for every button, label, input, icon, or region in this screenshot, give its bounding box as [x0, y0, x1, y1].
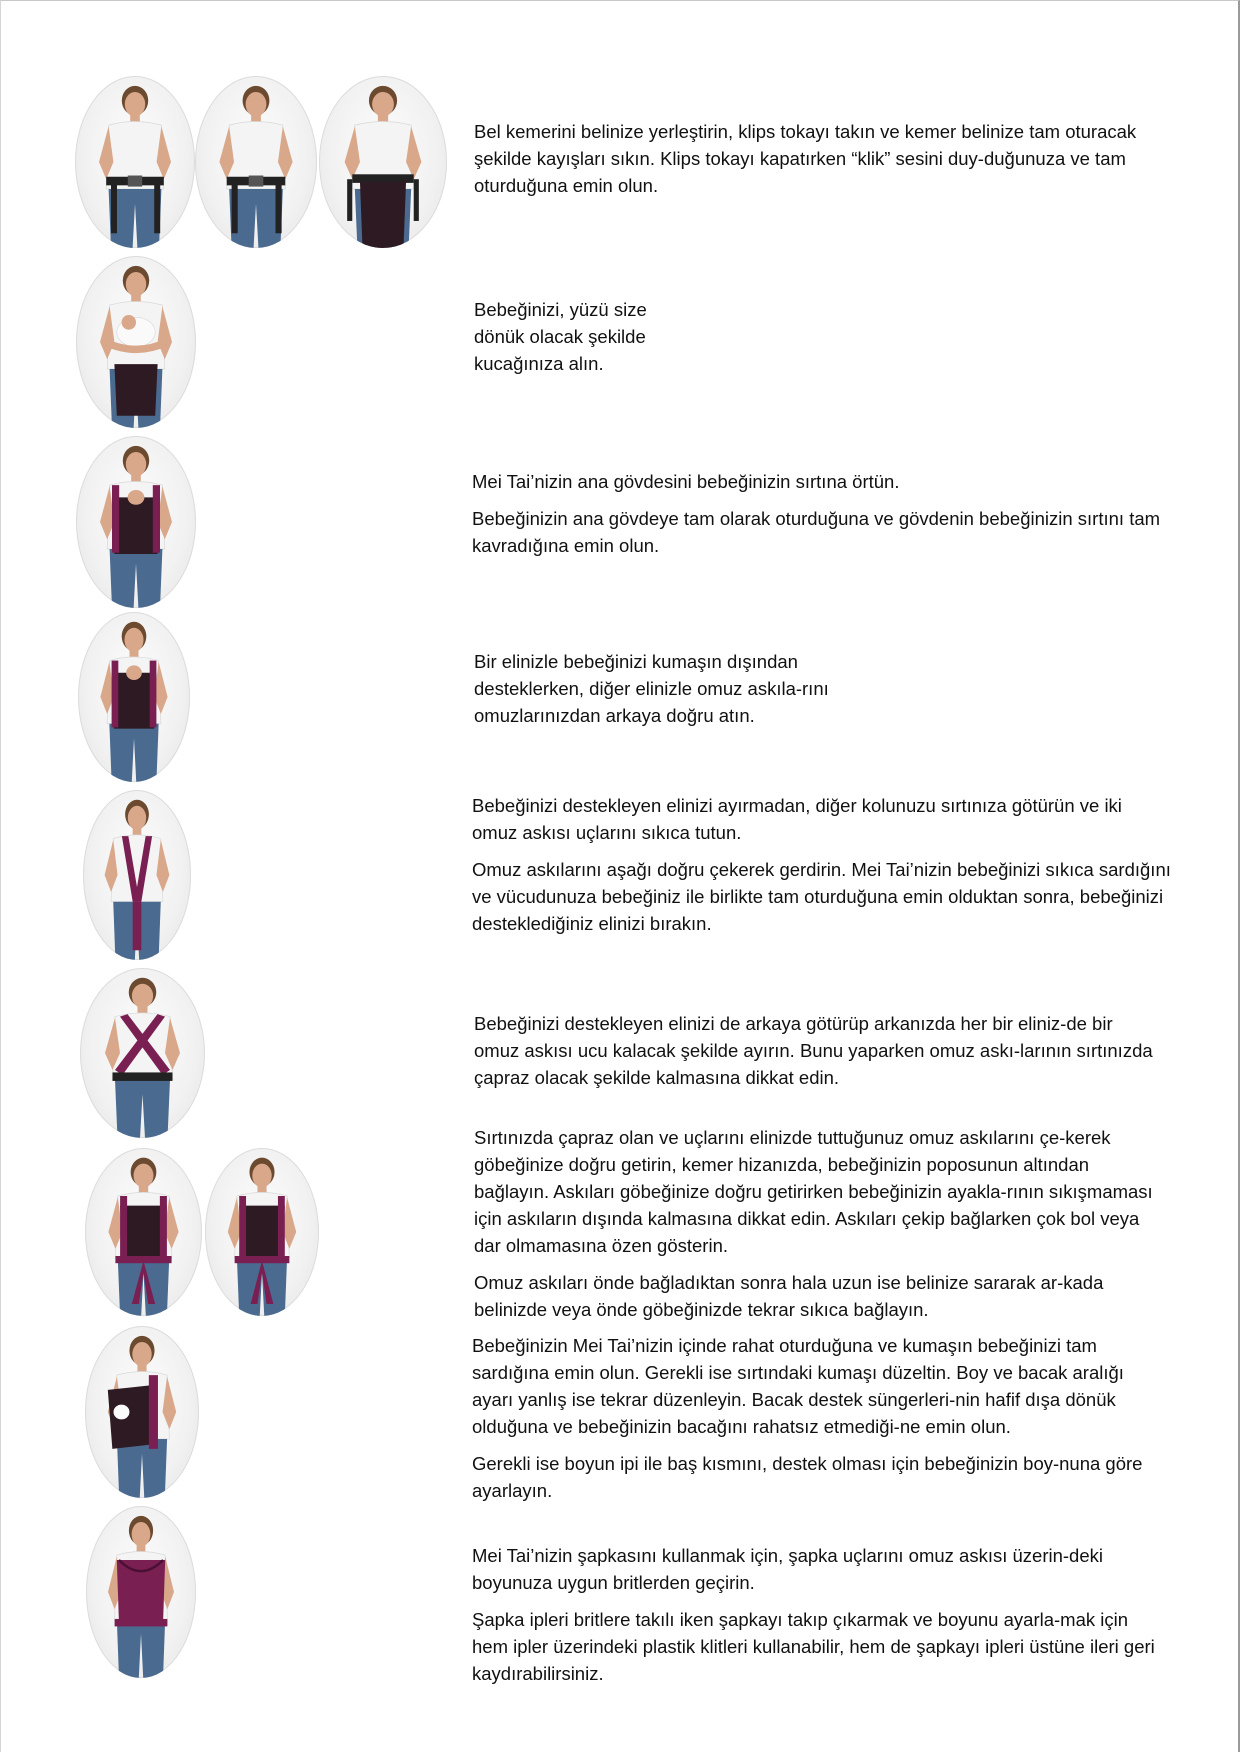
step9-paragraph-2: Şapka ipleri britlere takılı iken şapkayı takıp çıkarmak ve boyunu ayarla-mak için hem ipler üzerindeki plastik klitleri kullanabilir, hem de şapkayı ipleri üstüne ileri geri kaydırabilirsiniz.: [472, 1609, 1155, 1684]
photo-step1-b: [195, 76, 317, 248]
step2-paragraph-1: Bebeğinizi, yüzü size dönük olacak şekilde kucağınıza alın.: [474, 299, 647, 374]
photo-step2: [76, 256, 196, 428]
step7-paragraph-2: Omuz askıları önde bağladıktan sonra hala uzun ise belinize sararak ar-kada belinizde veya önde göbeğinizde tekrar sıkıca bağlayın.: [474, 1272, 1104, 1320]
step5-text: [472, 792, 1172, 947]
step1-text: [474, 118, 1149, 209]
photo-step1-a: [75, 76, 195, 248]
step9-paragraph-1: Mei Tai’nizin şapkasını kullanmak için, şapka uçlarını omuz askısı üzerin-deki boyunuza uygun britlerden geçirin.: [472, 1545, 1103, 1593]
step5-paragraph-2: Omuz askılarını aşağı doğru çekerek gerdirin. Mei Tai’nizin bebeğinizi sıkıca sardığını ve vücudunuza bebeğiniz ile birlikte tam oturduğuna emin olduktan sonra, bebeğinizi desteklediğiniz elinizi bırakın.: [472, 859, 1171, 934]
photo-step7-a: [85, 1148, 202, 1316]
photo-step6: [80, 968, 205, 1138]
photo-step5: [83, 790, 191, 960]
photo-step4: [78, 612, 190, 782]
step4-paragraph-1: Bir elinizle bebeğinizi kumaşın dışından desteklerken, diğer elinizle omuz askıla-rını omuzlarınızdan arkaya doğru atın.: [474, 651, 829, 726]
photo-step3: [76, 436, 196, 608]
photo-step7-b: [205, 1148, 319, 1316]
step1-paragraph-1: Bel kemerini belinize yerleştirin, klips tokayı takın ve kemer belinize tam oturacak şekilde kayışları sıkın. Klips tokayı kapatırken “klik” sesini duy-duğunuza ve tam oturduğuna emin olun.: [474, 121, 1137, 196]
step5-paragraph-1: Bebeğinizi destekleyen elinizi ayırmadan, diğer kolunuzu sırtınıza götürün ve iki omuz askısı uçlarını sıkıca tutun.: [472, 795, 1122, 843]
step8-text: [472, 1332, 1162, 1514]
step4-text: [474, 648, 854, 739]
step2-text: [474, 296, 694, 387]
step3-text: [472, 468, 1172, 569]
step3-paragraph-1: Mei Tai’nizin ana gövdesini bebeğinizin sırtına örtün.: [472, 471, 900, 492]
step7-text: [474, 1124, 1164, 1333]
step3-paragraph-2: Bebeğinizin ana gövdeye tam olarak oturduğuna ve gövdenin bebeğinizin sırtını tam kavradığına emin olun.: [472, 508, 1161, 556]
step9-text: [472, 1542, 1162, 1697]
step8-paragraph-1: Bebeğinizin Mei Tai’nizin içinde rahat oturduğuna ve kumaşın bebeğinizi tam sardığına emin olun. Gerekli ise sırtındaki kumaşı düzeltin. Boy ve bacak aralığı ayarı yanlış ise tekrar düzenleyin. Bacak destek süngerleri-nin hafif dışa dönük olduğuna ve bebeğinizin bacağını rahatsız etmediği-ne emin olun.: [472, 1335, 1124, 1437]
photo-step9: [86, 1506, 196, 1678]
step6-text: [474, 1010, 1154, 1101]
photo-step1-c: [319, 76, 447, 248]
step7-paragraph-1: Sırtınızda çapraz olan ve uçlarını elinizde tuttuğunuz omuz askılarını çe-kerek göbeğinize doğru getirin, kemer hizanızda, bebeğinizin poposunun altından bağlayın. Askıları göbeğinize doğru getirirken bebeğinizin ayakla-rının sıkışmaması için askıların dışında kalmasına dikkat edin. Askıları çekip bağlarken çok bol veya dar olmamasına özen gösterin.: [474, 1127, 1153, 1256]
step6-paragraph-1: Bebeğinizi destekleyen elinizi de arkaya götürüp arkanızda her bir eliniz-de bir omuz askısı ucu kalacak şekilde ayırın. Bunu yaparken omuz askı-larının sırtınızda çapraz olacak şekilde kalmasına dikkat edin.: [474, 1013, 1153, 1088]
photo-step8: [85, 1326, 199, 1498]
step8-paragraph-2: Gerekli ise boyun ipi ile baş kısmını, destek olması için bebeğinizin boy-nuna göre ayarlayın.: [472, 1453, 1143, 1501]
